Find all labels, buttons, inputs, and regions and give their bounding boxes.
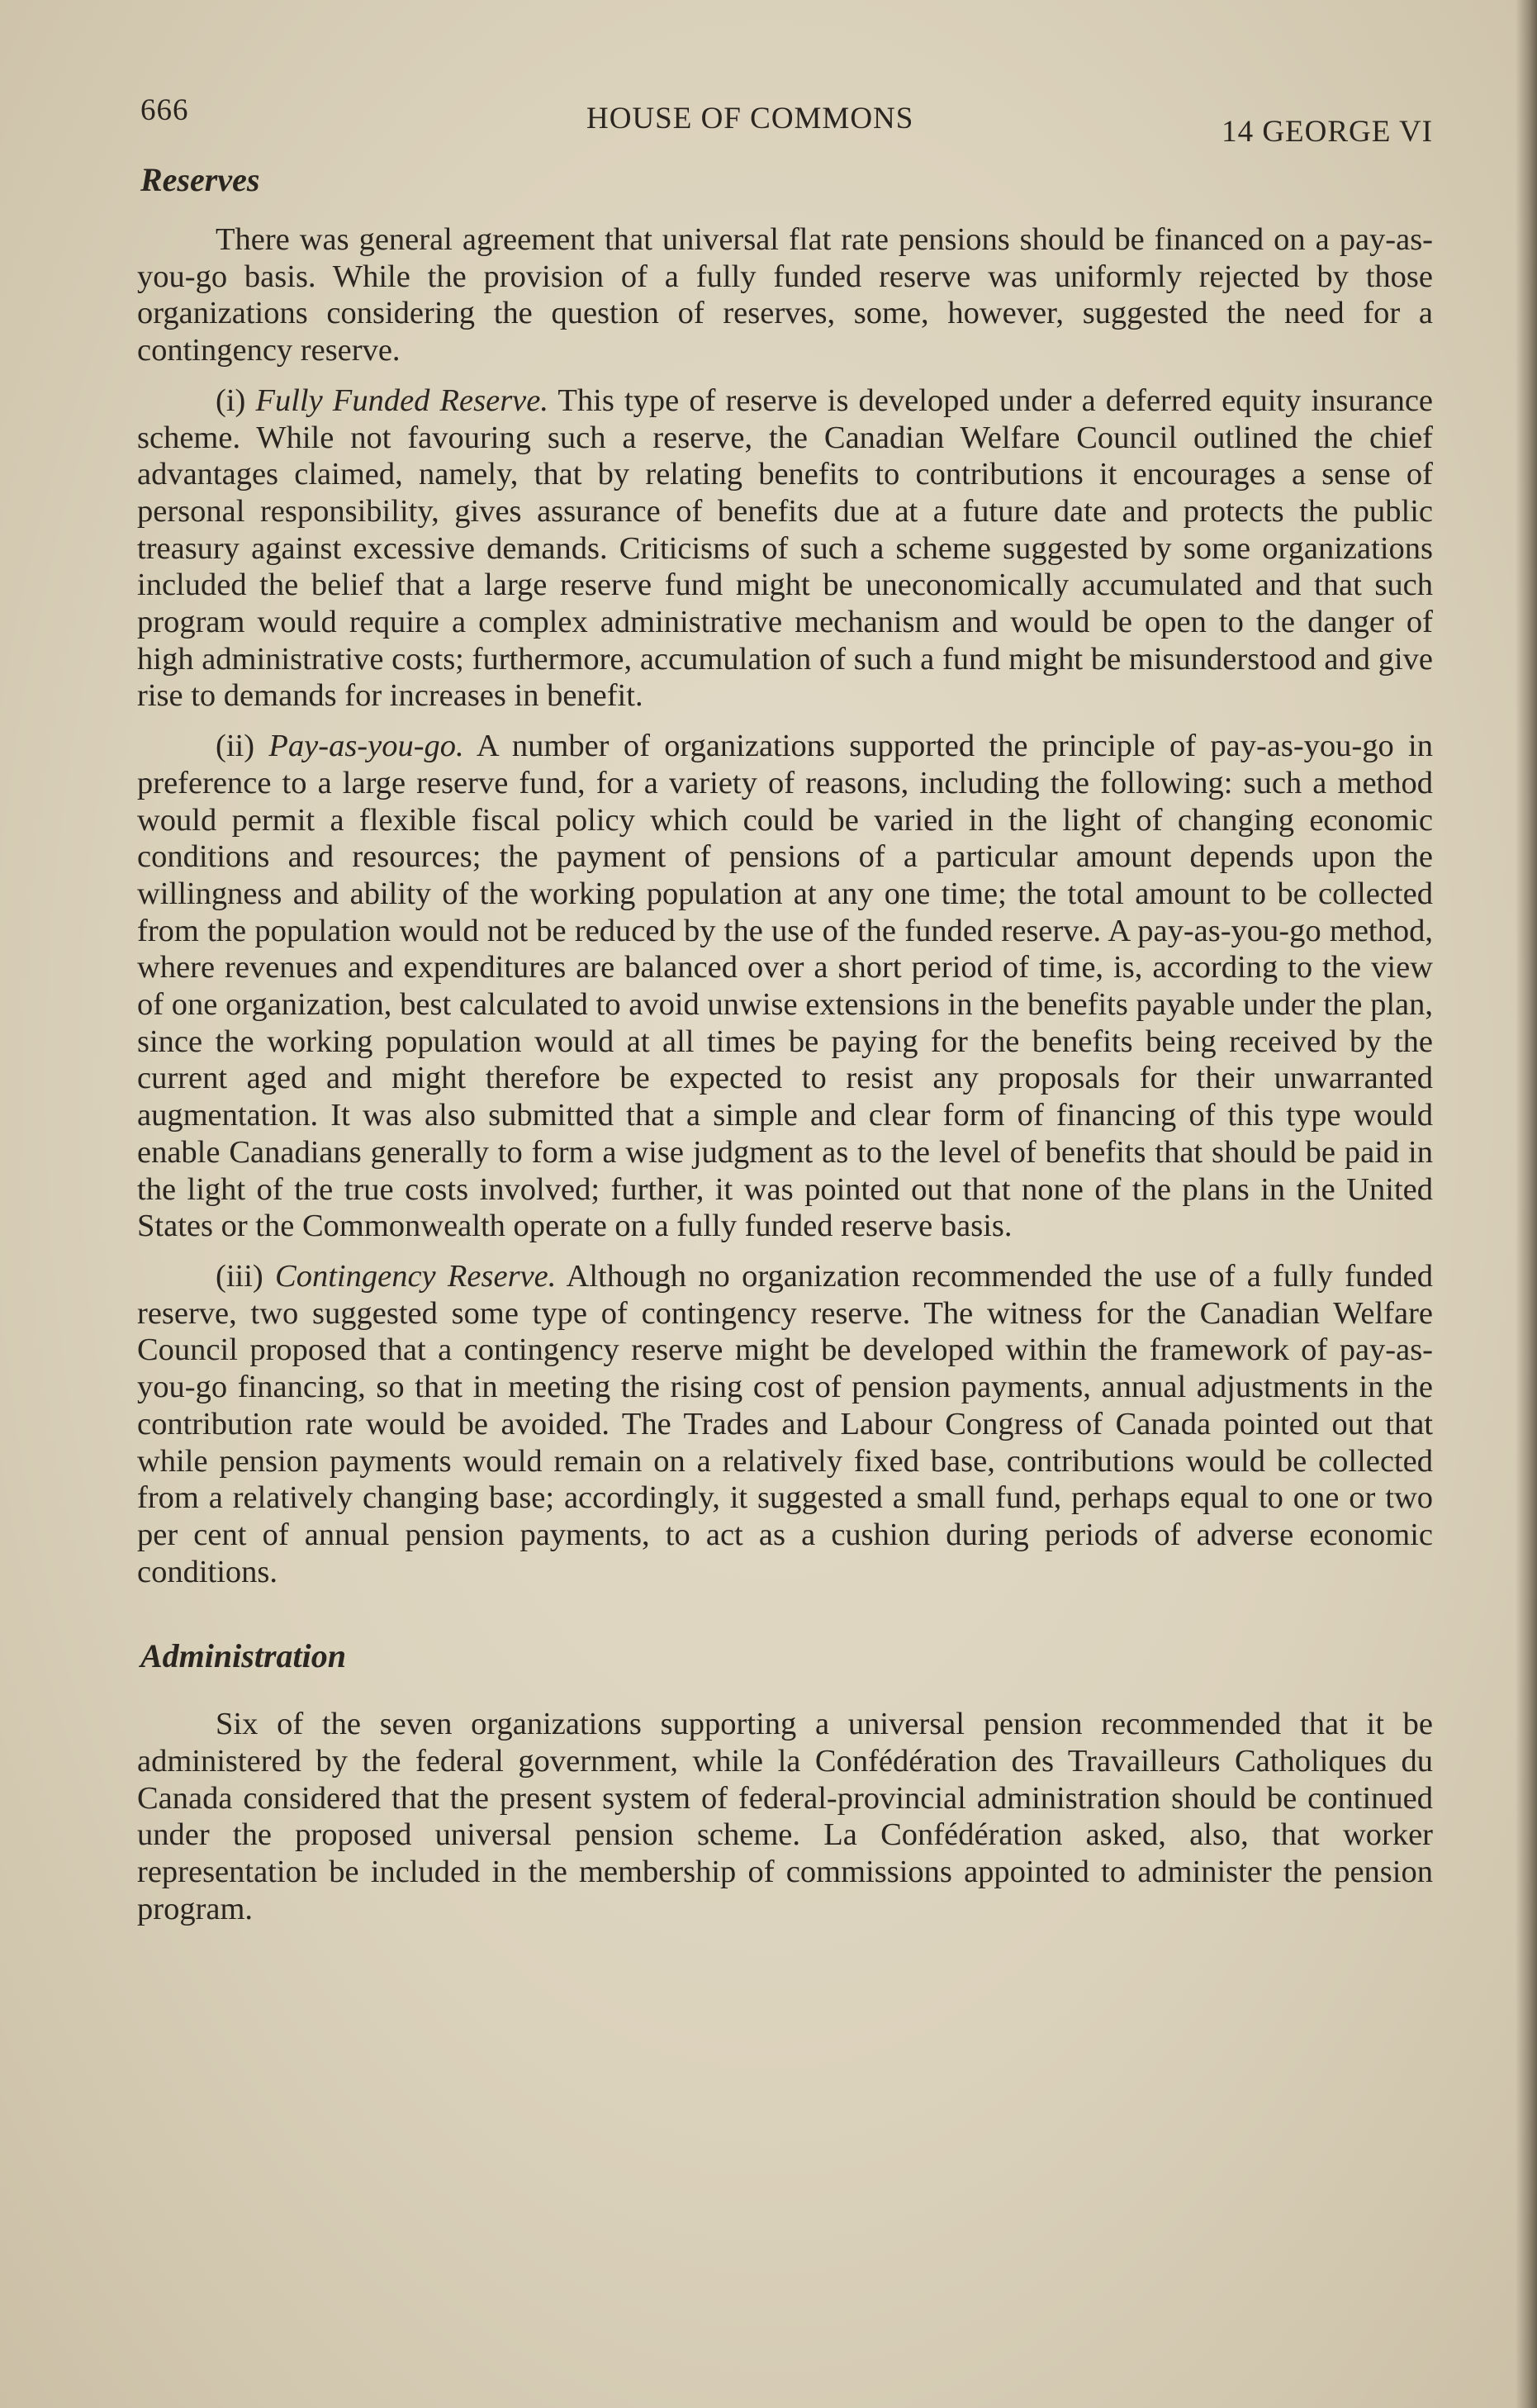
- paragraph-reserves-intro: There was general agreement that universal flat rate pensions should be financed on a pay-as-you-go basis. While the provision of a fully funded reserve was uniformly rejected by those organizations considering the question of reserves, some, however, suggested the need for a contingency reserve.: [137, 222, 1433, 368]
- paragraph-contingency-reserve: [124, 1258, 1433, 1590]
- item-title: Contingency Reserve.: [275, 1258, 557, 1294]
- page-number: 666: [140, 93, 189, 127]
- section-heading-administration: Administration: [140, 1637, 346, 1675]
- item-title: Fully Funded Reserve.: [255, 382, 548, 418]
- item-label: (ii): [216, 729, 255, 764]
- item-label: (iii): [216, 1258, 263, 1294]
- running-head-session: 14 GEORGE VI: [1222, 115, 1433, 149]
- item-text: This type of reserve is developed under a deferred equity insurance scheme. While not favouring such a reserve, the Canadian Welfare Council outlined the chief advantages claimed, namely, that by relating benefits to contributions it encourages a sense of personal responsibility, gives assurance of benefits due at a future date and protects the public treasury against excessive demands. Criticisms of such a scheme suggested by some organizations included the belief that a large reserve fund might be uneconomically accumulated and that such program would require a complex administrative mechanism and would be open to the danger of high administrative costs; furthermore, accumulation of such a fund might be misunderstood and give rise to demands for increases in benefit.: [137, 382, 1433, 714]
- page-content: [124, 83, 1433, 1941]
- section-heading-reserves: Reserves: [140, 161, 260, 198]
- paragraph-fully-funded-reserve: [124, 382, 1433, 715]
- paragraph-pay-as-you-go: [124, 728, 1433, 1245]
- page-binding-shadow: [1516, 0, 1537, 2408]
- item-text: A number of organizations supported the principle of pay-as-you-go in preference to a large reserve fund, for a variety of reasons, including the following: such a method would permit a flexible fiscal policy which could be varied in the light of changing economic conditions and resources; the payment of pensions of a particular amount depends upon the willingness and ability of the working population at any one time; the total amount to be collected from the population would not be reduced by the use of the funded reserve. A pay-as-you-go method, where revenues and expenditures are balanced over a short period of time, is, according to the view of one organization, best calculated to avoid unwise extensions in the benefits payable under the plan, since the working population would at all times be paying for the benefits being received by the current aged and might therefore be expected to resist any proposals for their unwarranted augmentation. It was also submitted that a simple and clear form of financing of this type would enable Canadians generally to form a wise judgment as to the level of benefits that should be paid in the light of the true costs involved; further, it was pointed out that none of the plans in the United States or the Commonwealth operate on a fully funded reserve basis.: [137, 729, 1434, 1244]
- running-head-title: HOUSE OF COMMONS: [586, 102, 914, 135]
- item-title: Pay-as-you-go.: [268, 729, 464, 764]
- paragraph-administration: Six of the seven organizations supporting a universal pension recommended that it be administered by the federal government, while la Confédération des Travailleurs Catholiques du Canada considered that the present system of federal-provincial administration should be continued under the proposed universal pension scheme. La Confédération asked, also, that worker representation be included in the membership of commissions appointed to administer the pension program.: [137, 1707, 1433, 1926]
- running-head: [124, 83, 1433, 157]
- item-label: (i): [216, 382, 246, 418]
- item-text: Although no organization recommended the use of a fully funded reserve, two suggested some type of contingency reserve. The witness for the Canadian Welfare Council proposed that a contingency reserve might be developed within the framework of pay-as-you-go financing, so that in meeting the rising cost of pension payments, annual adjustments in the contribution rate would be avoided. The Trades and Labour Congress of Canada pointed out that while pension payments would remain on a relatively fixed base, contributions would be collected from a relatively changing base; accordingly, it suggested a small fund, perhaps equal to one or two per cent of annual pension payments, to act as a cushion during periods of adverse economic conditions.: [137, 1258, 1434, 1589]
